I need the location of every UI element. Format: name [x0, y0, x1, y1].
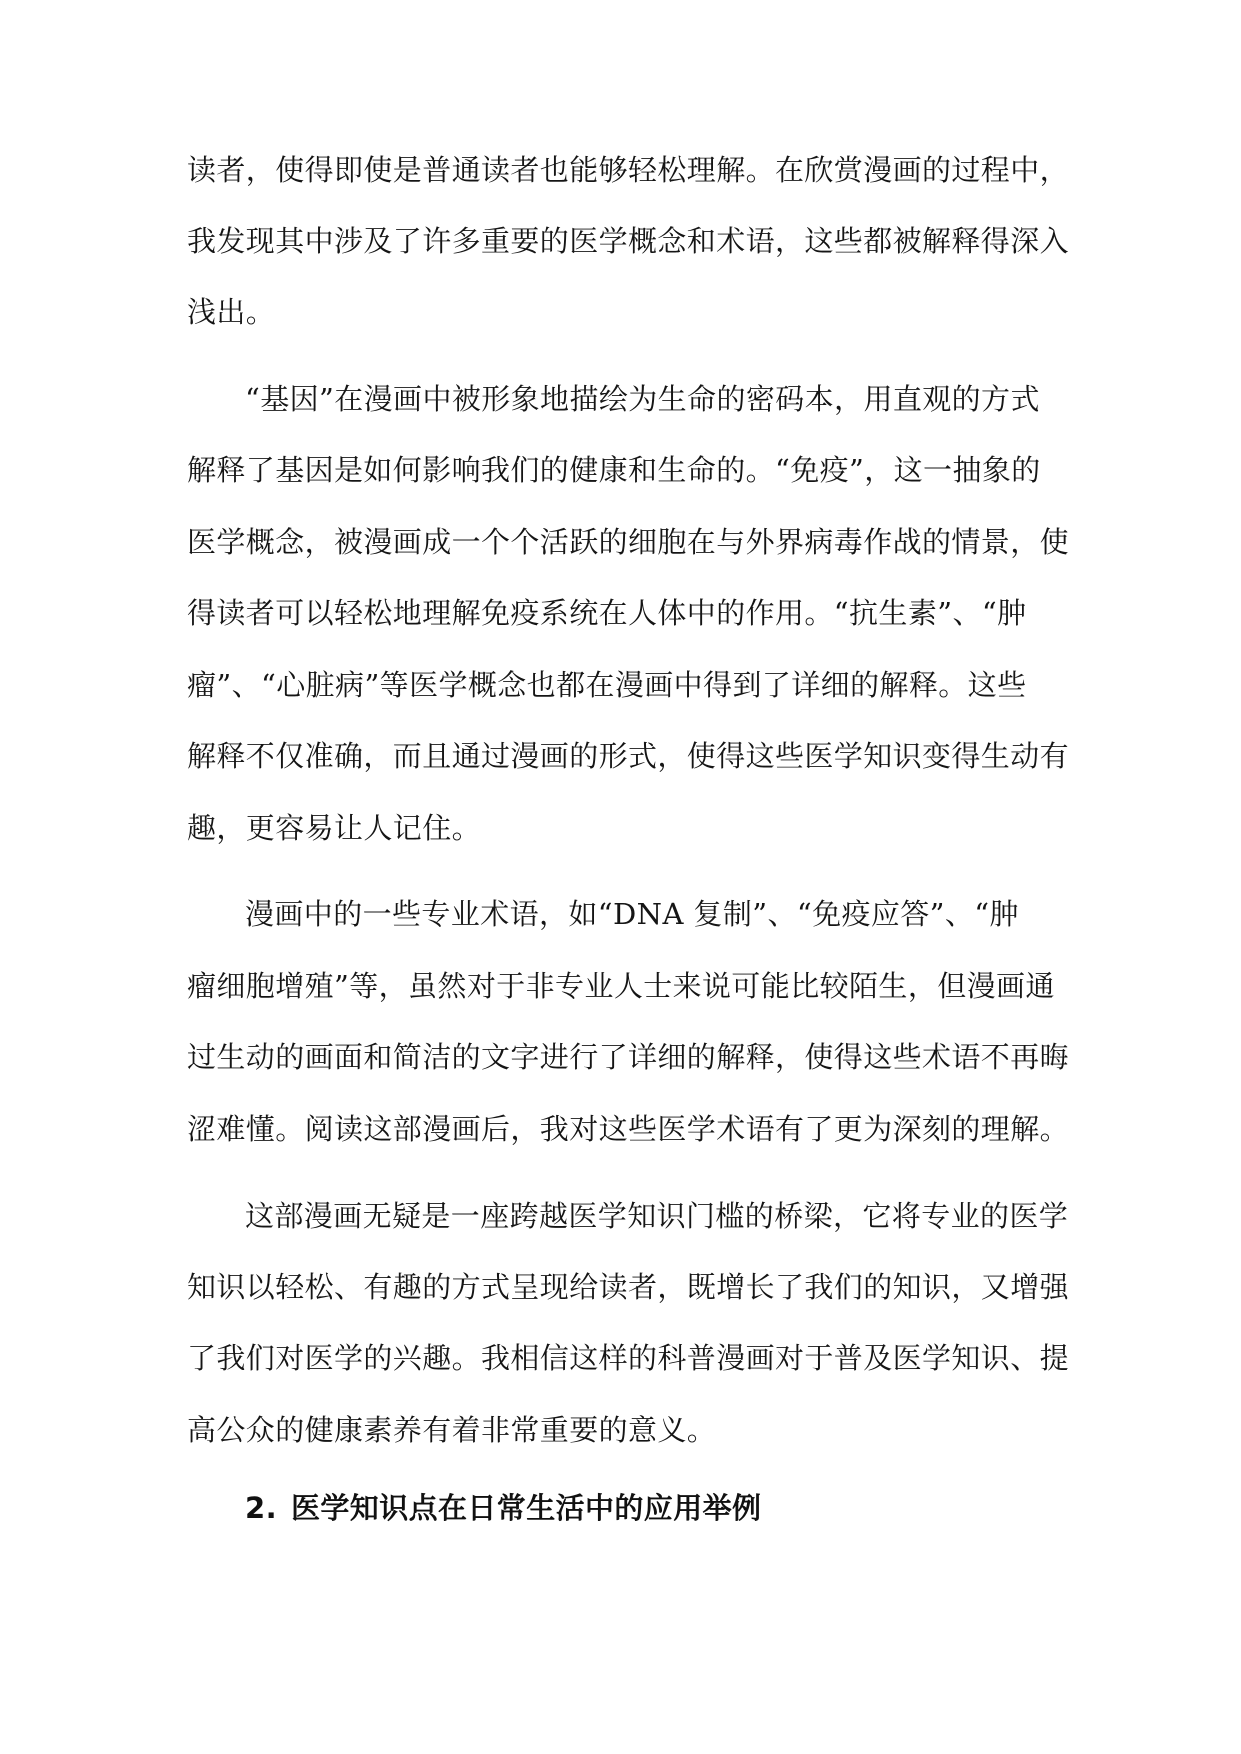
text-line: 瘤细胞增殖”等，虽然对于非专业人士来说可能比较陌生，但漫画通	[187, 969, 1055, 1003]
text-line: 高公众的健康素养有着非常重要的意义。	[187, 1413, 717, 1447]
section-number: 2.	[245, 1491, 277, 1525]
text-line: 医学概念，被漫画成一个个活跃的细胞在与外界病毒作战的情景，使	[187, 525, 1070, 559]
text-line: 过生动的画面和简洁的文字进行了详细的解释，使得这些术语不再晦	[187, 1040, 1070, 1074]
text-line: 解释了基因是如何影响我们的健康和生命的。“免疫”，这一抽象的	[187, 453, 1041, 487]
text-line: 趣，更容易让人记住。	[187, 811, 482, 845]
section-heading	[245, 1489, 761, 1527]
text-line: 漫画中的一些专业术语，如“DNA 复制”、“免疫应答”、“肿	[245, 897, 1019, 931]
text-line: 这部漫画无疑是一座跨越医学知识门槛的桥梁，它将专业的医学	[245, 1199, 1069, 1233]
text-line: “基因”在漫画中被形象地描绘为生命的密码本，用直观的方式	[245, 382, 1040, 416]
text-line: 解释不仅准确，而且通过漫画的形式，使得这些医学知识变得生动有	[187, 739, 1070, 773]
text-line: 涩难懂。阅读这部漫画后，我对这些医学术语有了更为深刻的理解。	[187, 1112, 1070, 1146]
text-line: 读者，使得即使是普通读者也能够轻松理解。在欣赏漫画的过程中，	[187, 153, 1070, 187]
text-line: 得读者可以轻松地理解免疫系统在人体中的作用。“抗生素”、“肿	[187, 596, 1027, 630]
text-line: 瘤”、“心脏病”等医学概念也都在漫画中得到了详细的解释。这些	[187, 668, 1027, 702]
section-title: 医学知识点在日常生活中的应用举例	[291, 1491, 762, 1525]
text-line: 知识以轻松、有趣的方式呈现给读者，既增长了我们的知识，又增强	[187, 1270, 1070, 1304]
text-line: 我发现其中涉及了许多重要的医学概念和术语，这些都被解释得深入	[187, 224, 1070, 258]
text-line: 了我们对医学的兴趣。我相信这样的科普漫画对于普及医学知识、提	[187, 1341, 1070, 1375]
text-line: 浅出。	[187, 295, 276, 329]
